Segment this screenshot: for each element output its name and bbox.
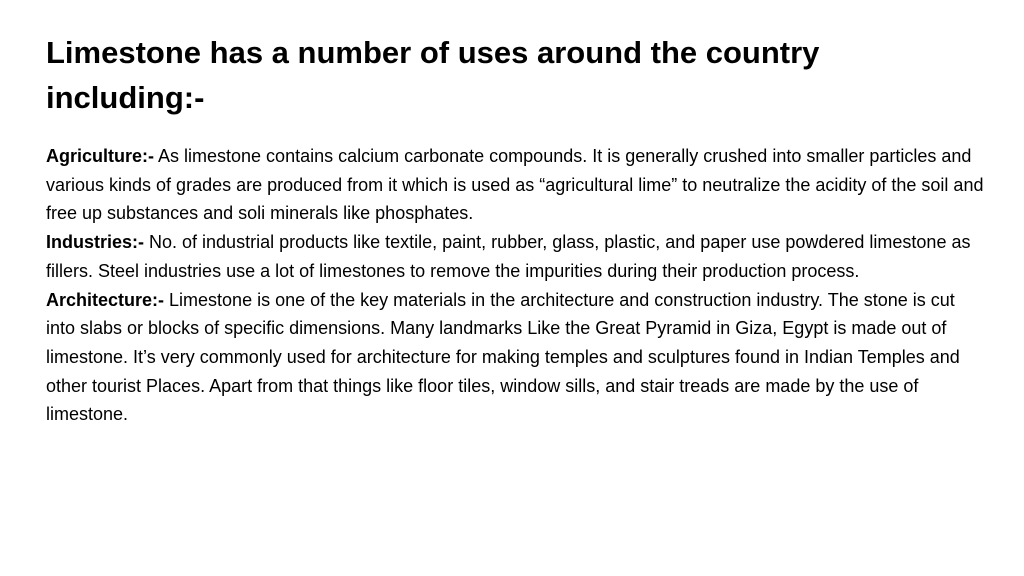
section-text-agriculture: As limestone contains calcium carbonate compounds. It is generally crushed into smaller particles and various kinds of grades are produced from it which is used as “agricultural lime” to neutralize the acidity of the soil and free up substances and soli minerals like phosphates. [46, 146, 984, 224]
section-text-industries: No. of industrial products like textile, paint, rubber, glass, plastic, and paper use powdered limestone as fillers. Steel industries use a lot of limestones to remove the impurities during their production process. [46, 232, 971, 281]
section-term-industries: Industries:- [46, 232, 145, 253]
section-term-architecture: Architecture:- [46, 289, 165, 310]
slide-title: Limestone has a number of uses around the country including:- [46, 35, 820, 115]
section-industries [46, 228, 986, 285]
section-architecture [46, 286, 986, 430]
slide-body [46, 142, 986, 429]
section-text-architecture: Limestone is one of the key materials in the architecture and construction industry. The stone is cut into slabs or blocks of specific dimensions. Many landmarks Like the Great Pyramid in Giza, Egypt is made out of limestone. It’s very commonly used for architecture for making temples and sculptures found in Indian Temples and other tourist Places. Apart from that things like floor tiles, window sills, and stair treads are made by the use of limestone. [46, 289, 960, 425]
section-term-agriculture: Agriculture:- [46, 146, 154, 166]
section-agriculture [46, 142, 986, 228]
